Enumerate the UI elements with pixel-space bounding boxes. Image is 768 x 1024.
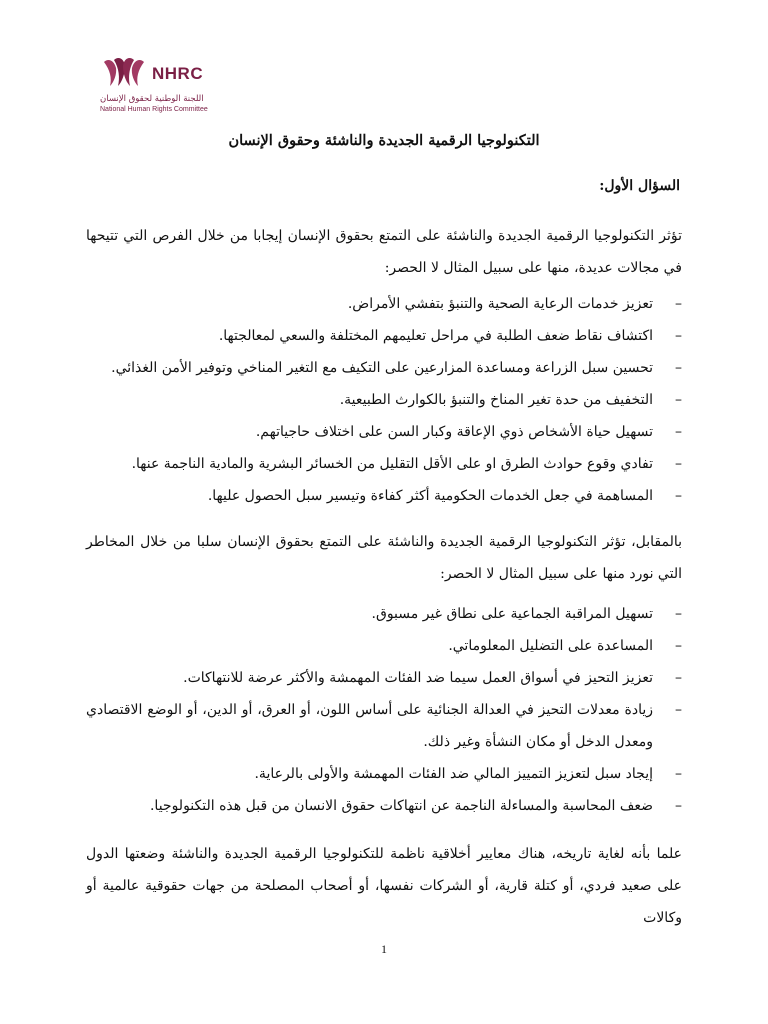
list-item: [86, 630, 682, 662]
list-item: [86, 758, 682, 790]
bullet-dash: –: [675, 360, 682, 376]
bullet-dash: –: [675, 606, 682, 622]
document-title: التكنولوجيا الرقمية الجديدة والناشئة وحقوق الإنسان: [228, 132, 540, 149]
list-item: [86, 288, 682, 320]
bullet-dash: –: [675, 392, 682, 408]
list-item-text: تفادي وقوع حوادث الطرق او على الأقل التقليل من الخسائر البشرية والمادية الناجمة عنها.: [131, 456, 653, 472]
list-item-text: المساعدة على التضليل المعلوماتي.: [448, 638, 653, 654]
nhrc-emblem-icon: [100, 56, 148, 92]
question-heading: السؤال الأول:: [599, 178, 680, 194]
bullet-dash: –: [675, 702, 682, 718]
positive-impacts-list: [86, 288, 682, 512]
list-item: [86, 320, 682, 352]
list-item-text: التخفيف من حدة تغير المناخ والتنبؤ بالكوارث الطبيعية.: [339, 392, 653, 408]
list-item-text: زيادة معدلات التحيز في العدالة الجنائية على أساس اللون، أو العرق، أو الدين، أو الوضع الاقتصادي ومعدل الدخل أو مكان النشأة وغير ذلك.: [86, 702, 653, 750]
list-item: [86, 598, 682, 630]
list-item-text: تحسين سبل الزراعة ومساعدة المزارعين على التكيف مع التغير المناخي وتوفير الأمن الغذائي.: [111, 360, 653, 376]
list-item: [86, 384, 682, 416]
list-item: [86, 662, 682, 694]
logo-abbreviation: NHRC: [152, 64, 204, 83]
list-item-text: تسهيل حياة الأشخاص ذوي الإعاقة وكبار السن على اختلاف حاجياتهم.: [255, 424, 653, 440]
list-item-text: تعزيز التحيز في أسواق العمل سيما ضد الفئات المهمشة والأكثر عرضة للانتهاكات.: [183, 670, 653, 686]
list-item: [86, 790, 682, 822]
bullet-dash: –: [675, 296, 682, 312]
negative-impacts-list: [86, 598, 682, 822]
list-item: [86, 448, 682, 480]
bullet-dash: –: [675, 798, 682, 814]
bullet-dash: –: [675, 328, 682, 344]
page-number: 1: [381, 942, 387, 956]
logo-arabic-name: اللجنة الوطنية لحقوق الإنسان: [100, 94, 204, 104]
list-item-text: المساهمة في جعل الخدمات الحكومية أكثر كفاءة وتيسير سبل الحصول عليها.: [207, 488, 653, 504]
list-item: [86, 480, 682, 512]
bullet-dash: –: [675, 456, 682, 472]
bullet-dash: –: [675, 638, 682, 654]
bullet-dash: –: [675, 766, 682, 782]
list-item-text: تسهيل المراقبة الجماعية على نطاق غير مسبوق.: [371, 606, 653, 622]
intro-negative-paragraph: بالمقابل، تؤثر التكنولوجيا الرقمية الجديدة والناشئة على التمتع بحقوق الإنسان سلبا من خلال المخاطر التي نورد منها على سبيل المثال لا الحصر:: [86, 534, 682, 582]
bullet-dash: –: [675, 424, 682, 440]
list-item: [86, 694, 682, 758]
list-item-text: اكتشاف نقاط ضعف الطلبة في مراحل تعليمهم المختلفة والسعي لمعالجتها.: [218, 328, 653, 344]
list-item: [86, 416, 682, 448]
bullet-dash: –: [675, 488, 682, 504]
intro-positive-paragraph: تؤثر التكنولوجيا الرقمية الجديدة والناشئة على التمتع بحقوق الإنسان إيجابا من خلال الفرص التي تتيحها في مجالات عديدة، منها على سبيل المثال لا الحصر:: [86, 228, 682, 276]
list-item-text: إيجاد سبل لتعزيز التمييز المالي ضد الفئات المهمشة والأولى بالرعاية.: [254, 766, 653, 782]
list-item-text: تعزيز خدمات الرعاية الصحية والتنبؤ بتفشي الأمراض.: [347, 296, 653, 312]
bullet-dash: –: [675, 670, 682, 686]
nhrc-logo: [100, 56, 240, 118]
list-item-text: ضعف المحاسبة والمساءلة الناجمة عن انتهاكات حقوق الانسان من قبل هذه التكنولوجيا.: [149, 798, 653, 814]
list-item: [86, 352, 682, 384]
logo-english-name: National Human Rights Committee: [100, 106, 208, 113]
closing-paragraph: علما بأنه لغاية تاريخه، هناك معايير أخلاقية ناظمة للتكنولوجيا الرقمية الجديدة والناشئة وضعتها الدول على صعيد فردي، أو كتلة قارية، أو الشركات نفسها، أو أصحاب المصلحة من جهات حقوقية عالمية أو وكالات: [86, 846, 682, 926]
